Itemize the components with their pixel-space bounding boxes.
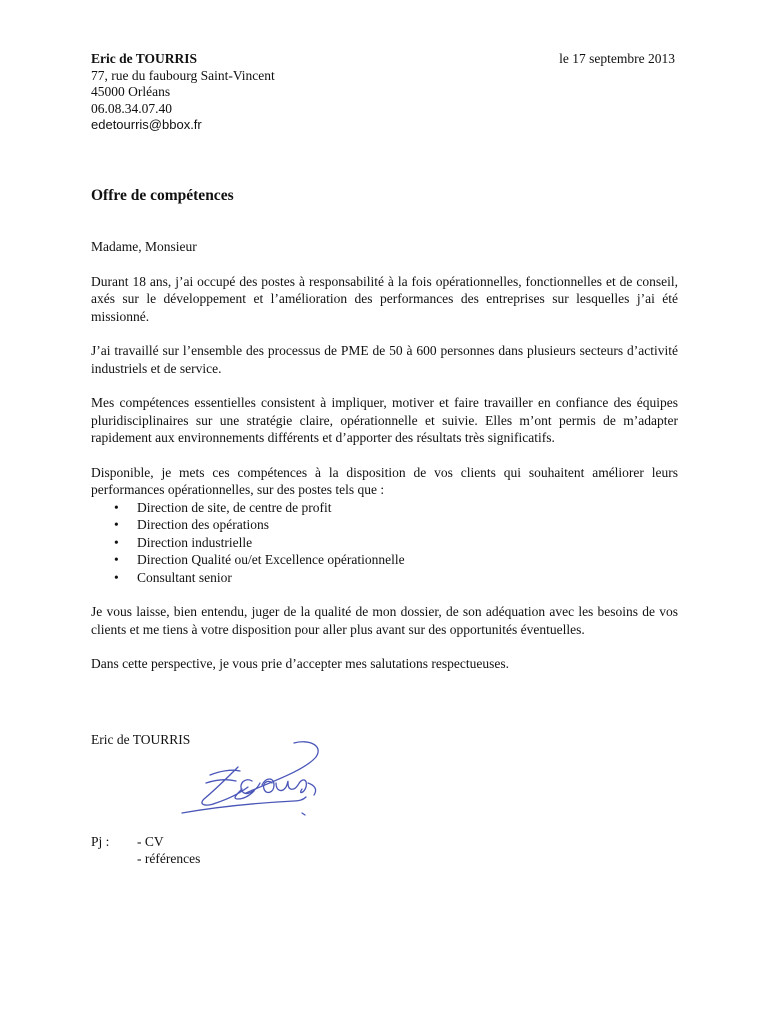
letter-date: le 17 septembre 2013 bbox=[559, 51, 675, 66]
bullet-icon: • bbox=[114, 534, 119, 550]
paragraph-closing: Dans cette perspective, je vous prie d’accepter mes salutations respectueuses. bbox=[91, 656, 509, 671]
enclosures-list bbox=[137, 833, 200, 867]
list-item: - CV bbox=[137, 834, 164, 849]
letter-subject: Offre de compétences bbox=[91, 187, 234, 204]
enclosures-label: Pj : bbox=[91, 834, 110, 849]
list-item bbox=[91, 551, 678, 569]
list-item bbox=[91, 569, 678, 587]
bullet-icon: • bbox=[114, 517, 119, 532]
signer-name: Eric de TOURRIS bbox=[91, 732, 191, 747]
paragraph-experience: Durant 18 ans, j’ai occupé des postes à responsabilité à la fois opérationnelles, fonctionnelles et de conseil, axés sur le développement et l’amélioration des performances des entreprises sur lesquelles j’ai été missionné. bbox=[91, 273, 678, 324]
sender-block bbox=[91, 51, 275, 134]
paragraph-skills: Mes compétences essentielles consistent à impliquer, motiver et faire travailler en confiance des équipes pluridisciplinaires sur une stratégie claire, opérationnelle et suivie. Elles m’ont permis de m’adapter rapidement aux environnements différents et d’apporter des résultats très significatifs. bbox=[91, 395, 678, 445]
bullet-icon: • bbox=[114, 569, 119, 585]
role-label: Direction de site, de centre de profit bbox=[137, 499, 332, 515]
salutation: Madame, Monsieur bbox=[91, 239, 197, 254]
list-item: - références bbox=[137, 851, 201, 866]
role-label: Direction industrielle bbox=[137, 534, 253, 550]
role-label: Direction Qualité ou/et Excellence opérationnelle bbox=[137, 552, 405, 567]
paragraph-availability: Disponible, je mets ces compétences à la disposition de vos clients qui souhaitent améliorer leurs performances opérationnelles, sur des postes tels que : bbox=[91, 464, 678, 497]
role-label: Consultant senior bbox=[137, 569, 232, 585]
paragraph-processes: J’ai travaillé sur l’ensemble des processus de PME de 50 à 600 personnes dans plusieurs secteurs d’activité industriels et de service. bbox=[91, 343, 678, 376]
letter-body bbox=[91, 238, 678, 690]
sender-name: Eric de TOURRIS bbox=[91, 51, 198, 66]
paragraph-request: Je vous laisse, bien entendu, juger de la qualité de mon dossier, de son adéquation avec les besoins de vos clients et me tiens à votre disposition pour aller plus avant sur des opportunités éventuelles. bbox=[91, 604, 678, 637]
roles-list bbox=[91, 499, 678, 587]
signature-image bbox=[176, 737, 326, 821]
list-item bbox=[91, 534, 678, 552]
sender-email: edetourris@bbox.fr bbox=[91, 117, 202, 132]
bullet-icon: • bbox=[114, 499, 119, 515]
list-item bbox=[91, 516, 678, 534]
sender-street: 77, rue du faubourg Saint-Vincent bbox=[91, 67, 275, 83]
list-item bbox=[91, 499, 678, 517]
sender-phone: 06.08.34.07.40 bbox=[91, 100, 172, 116]
sender-city: 45000 Orléans bbox=[91, 84, 171, 99]
bullet-icon: • bbox=[114, 552, 119, 567]
role-label: Direction des opérations bbox=[137, 517, 269, 532]
